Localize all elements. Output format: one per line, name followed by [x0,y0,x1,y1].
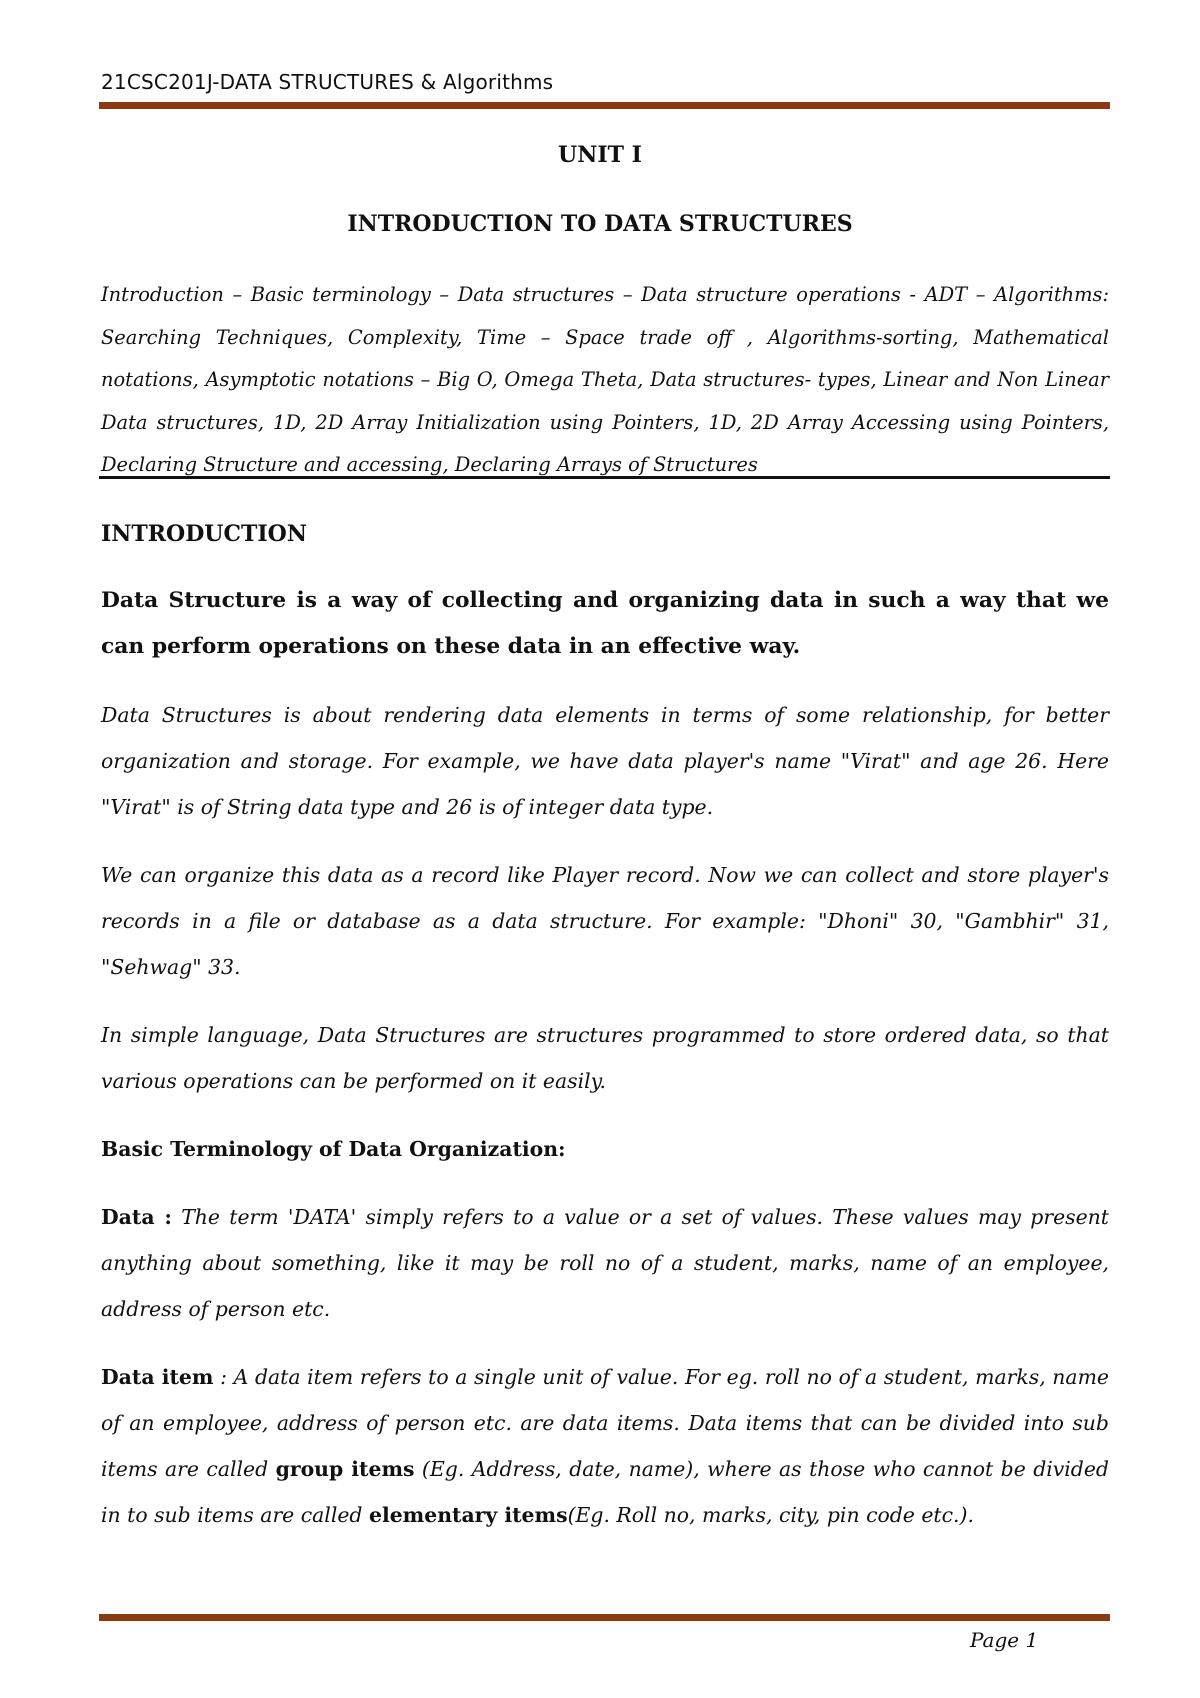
paragraph-records: We can organize this data as a record like Player record. Now we can collect and store player's records in a file or database as a data structure. For example: "Dhoni" 30, "Gambhir" 31, "Sehwag" 33. [101,863,1109,979]
syllabus-topics: Introduction – Basic terminology – Data structures – Data structure operations - ADT – Algorithms: Searching Techniques, Complexity, Time – Space trade off , Algorithms-sorting, Mathematical notations, Asymptotic notations – Big O, Omega Theta, Data structures- types, Linear and Non Linear Data structures, 1D, 2D Array Initialization using Pointers, 1D, 2D Array Accessing using Pointers, Declaring Structure and accessing, Declaring Arrays of Structures [101,283,1109,477]
section-heading-introduction: INTRODUCTION [101,521,307,547]
header-rule [99,102,1110,109]
unit-title: UNIT I [558,142,642,168]
paragraph-data-item [101,1354,1109,1538]
data-item-text-3: (Eg. Roll no, marks, city, pin code etc.). [567,1503,974,1527]
data-definition-text: The term 'DATA' simply refers to a value or a set of values. These values may present anything about something, like it may be roll no of a student, marks, name of an employee, address of person etc. [101,1205,1109,1321]
footer-rule [99,1614,1110,1621]
paragraph-rendering: Data Structures is about rendering data elements in terms of some relationship, for better organization and storage. For example, we have data player's name "Virat" and age 26. Here "Virat" is of String data type and 26 is of integer data type. [101,703,1109,819]
data-item-text-1: : A data item refers to a single unit of value. For eg. roll no of a student, marks, name of an employee, address of person etc. are data items. Data items that can be divided into sub items are called [101,1365,1109,1481]
chapter-title: INTRODUCTION TO DATA STRUCTURES [347,211,853,237]
term-elementary-items: elementary items [368,1503,568,1527]
term-data: Data : [101,1205,172,1229]
body-content [101,578,1109,1560]
paragraph-data-definition [101,1194,1109,1332]
definition-paragraph: Data Structure is a way of collecting and organizing data in such a way that we can perform operations on these data in an effective way. [101,588,1109,659]
term-data-item: Data item [101,1365,214,1389]
term-group-items: group items [275,1457,415,1481]
paragraph-simple-language: In simple language, Data Structures are structures programmed to store ordered data, so that various operations can be performed on it easily. [101,1023,1109,1093]
page-number: Page 1 [970,1628,1039,1652]
data-item-text-2: (Eg. Address, date, name), where as those who cannot be divided in to sub items are called [101,1457,1109,1527]
syllabus-divider [99,476,1110,479]
subheading-terminology: Basic Terminology of Data Organization: [101,1137,566,1161]
running-header: 21CSC201J-DATA STRUCTURES & Algorithms [101,70,554,94]
